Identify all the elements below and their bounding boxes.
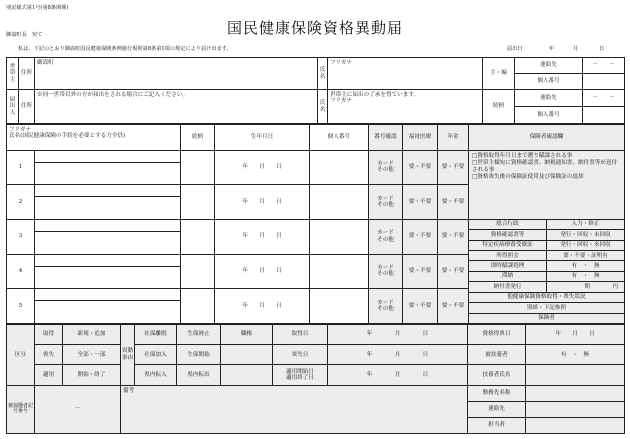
division-acquire[interactable]: 取得 [35, 325, 63, 345]
division-apply[interactable]: 適用 [35, 365, 63, 385]
members-name-header: 氏名(国民健康保険の手続を必要とする方全員) [9, 133, 126, 140]
reporter-name-field[interactable] [328, 90, 483, 124]
date-day: 日 [599, 46, 605, 52]
address-field[interactable] [35, 58, 318, 90]
member-name-field[interactable] [35, 162, 181, 184]
relation-header: 続柄 [181, 125, 215, 151]
reporter-name-note: 世帯主に届出の了承を得ています。 [330, 92, 420, 98]
pension-header: 年金 [438, 125, 469, 151]
reason-option[interactable]: 職権 [221, 325, 273, 345]
member-furigana-field[interactable] [35, 219, 181, 231]
idcheck-header: 番号確認 [369, 125, 403, 151]
member-furigana-field[interactable] [35, 150, 181, 162]
birth-ymd: 年 月 日 [242, 268, 282, 275]
idcheck-other: その他 [377, 271, 394, 278]
date-field[interactable]: 年 月 日 [328, 365, 468, 385]
mynumber-field[interactable] [583, 74, 625, 90]
welfare-header: 福祉医療 [403, 125, 438, 151]
date-field[interactable]: 年 月 日 [328, 325, 468, 345]
intro-text: 私は、下記のとおり御嵩町国民健康保険条例施行規則第8条第1項の規定により届け出ます。 [18, 46, 232, 52]
idcheck-cell[interactable] [369, 185, 403, 220]
checklist-line-value[interactable]: 入力・修正 [547, 220, 625, 230]
employer-field[interactable] [526, 385, 625, 401]
birth-ymd: 年 月 日 [242, 233, 282, 240]
row-number: 1 [7, 150, 35, 185]
row-number: 3 [7, 219, 35, 254]
insurer-label: 保険者 [469, 313, 624, 323]
members-furigana-label: フリガナ [9, 127, 32, 133]
mynumber-header: 個人番号 [310, 125, 369, 151]
side-field[interactable]: 年 月 日 [526, 325, 625, 345]
employer-contact-field[interactable] [526, 401, 625, 417]
member-furigana-field[interactable] [35, 254, 181, 266]
reporter-contact-value: － － [592, 94, 615, 101]
reason-option[interactable] [221, 365, 273, 385]
member-name-field[interactable] [35, 197, 181, 219]
idcheck-card: カード [377, 160, 394, 167]
insured-no-field[interactable]: － [35, 385, 121, 433]
row-number: 2 [7, 185, 35, 220]
checklist-line-label: 所得照会 [469, 251, 547, 261]
division-label: 区分 [7, 325, 35, 386]
member-birth-field[interactable] [215, 289, 310, 324]
date-month: 月 [573, 46, 579, 52]
reporter-name-label: 氏名 [318, 90, 328, 124]
checklist-line-value[interactable]: 要・不要・証明有 [547, 251, 625, 261]
reason-label: 異動事由 [121, 325, 135, 386]
remarks-label: 備考 [123, 387, 135, 394]
checklist-grid [469, 219, 625, 323]
date-field[interactable]: 年 月 日 [328, 345, 468, 365]
other-insurance-value[interactable]: 別紙・下記参照 [469, 303, 624, 313]
division-lose[interactable]: 喪失 [35, 345, 63, 365]
birth-ymd: 年 月 日 [242, 198, 282, 205]
reporter-mynumber-label: 個人番号 [515, 107, 583, 124]
idcheck-card: カード [377, 195, 394, 202]
idcheck-cell[interactable] [369, 150, 403, 185]
checklist-item-1: □資格取得年月日まで遡り賦課される事 [472, 152, 573, 159]
member-birth-field[interactable] [215, 254, 310, 289]
member-birth-field[interactable] [215, 219, 310, 254]
birth-ymd: 年 月 日 [242, 164, 282, 171]
householder-name-field[interactable] [328, 58, 483, 90]
addressee: 御嵩町長 宛て [6, 32, 43, 38]
name-header [7, 125, 181, 151]
member-relation-field[interactable] [181, 289, 215, 324]
name-label: 氏名 [318, 58, 328, 90]
side-field[interactable] [526, 365, 625, 385]
employer-label: 勤務先名称 [468, 385, 526, 401]
reason-option[interactable]: 社保離脱 [135, 325, 177, 345]
member-relation-field[interactable] [181, 254, 215, 289]
idcheck-other: その他 [377, 202, 394, 208]
header-table [6, 57, 625, 124]
other-insurance-label: 他健康保険資格取得・喪失状況 [469, 292, 624, 302]
idcheck-other: その他 [377, 306, 394, 313]
date-type-label: 適用開始日 適用終了日 [273, 365, 328, 385]
member-name-field[interactable] [35, 232, 181, 254]
furigana-label: フリガナ [330, 60, 353, 66]
idcheck-card: カード [377, 299, 394, 306]
checklist-item-3: □資格喪失後の保険証使用及び保険証の返却 [472, 174, 584, 181]
member-mynumber-field[interactable] [310, 289, 369, 324]
reason-option[interactable]: 県内転出 [177, 365, 221, 385]
pension-cell[interactable]: 要・不要 [438, 219, 469, 254]
mynumber-label: 個人番号 [515, 74, 583, 90]
checklist-item-2: □世帯主様宛に資格確認書、納税通知書、納付書等が送付される事 [472, 159, 618, 174]
member-mynumber-field[interactable] [310, 219, 369, 254]
idcheck-cell[interactable] [369, 254, 403, 289]
checklist-notes [469, 150, 625, 219]
date-year: 年 [549, 46, 555, 52]
address-value: 御嵩町 [37, 60, 54, 66]
insured-no-label: 被保険者記号番号 [7, 385, 35, 433]
reason-option[interactable]: 生保開始 [177, 345, 221, 365]
birth-ymd: 年 月 日 [242, 302, 282, 309]
side-field[interactable]: 有 ・ 無 [526, 345, 625, 365]
reason-option[interactable]: 社保加入 [135, 345, 177, 365]
form-number: 別記様式第1号(第8条関係) [6, 5, 69, 11]
reason-option[interactable]: 県内転入 [135, 365, 177, 385]
member-furigana-field[interactable] [35, 185, 181, 197]
side-label: 資格得喪日 [468, 325, 526, 345]
welfare-cell[interactable]: 要・不要 [403, 289, 438, 324]
reporter-furigana-label: フリガナ [330, 98, 353, 105]
row-number: 5 [7, 289, 35, 324]
checklist-line-label: 即時賦課処理 [469, 261, 547, 271]
pension-cell[interactable]: 要・不要 [438, 150, 469, 185]
date-type-label: 取得日 [273, 325, 328, 345]
person-field[interactable] [526, 417, 625, 433]
reporter-contact-field[interactable] [583, 90, 625, 107]
division-option[interactable]: 開始・終了 [63, 365, 121, 385]
division-option[interactable]: 全部・一部 [63, 345, 121, 365]
checklist-line-value[interactable]: 発行・回収・未回収 [547, 230, 625, 240]
checklist-line-label: 総合行政 [469, 220, 547, 230]
division-table [6, 324, 625, 434]
reporter-mynumber-field[interactable] [583, 107, 625, 124]
reporter-note: ※同一世帯以外の方が届出をされる場合にご記入ください。 [37, 92, 189, 98]
checklist-line-value[interactable]: 発行・回収・未回収 [547, 240, 625, 250]
date-label: 届出日 [507, 46, 523, 52]
remarks-field[interactable] [121, 385, 468, 433]
member-birth-field[interactable] [215, 185, 310, 220]
idcheck-other: その他 [377, 236, 394, 243]
idcheck-cell[interactable] [369, 219, 403, 254]
pension-cell[interactable]: 要・不要 [438, 289, 469, 324]
member-name-field[interactable] [35, 266, 181, 288]
householder-mark: 主・編 [483, 58, 515, 90]
idcheck-card: カード [377, 264, 394, 271]
row-number: 4 [7, 254, 35, 289]
idcheck-cell[interactable] [369, 289, 403, 324]
reason-option[interactable]: 生保廃止 [177, 325, 221, 345]
member-mynumber-field[interactable] [310, 185, 369, 220]
contact-value: － － [592, 62, 615, 69]
welfare-cell[interactable]: 要・不要 [403, 254, 438, 289]
date-type-label: 喪失日 [273, 345, 328, 365]
member-furigana-field[interactable] [35, 289, 181, 301]
employer-contact-label: 連絡先 [468, 401, 526, 417]
contact-label: 連絡先 [515, 58, 583, 74]
checklist-line-label: 滞納 [469, 271, 547, 281]
member-mynumber-field[interactable] [310, 150, 369, 185]
member-relation-field[interactable] [181, 219, 215, 254]
checklist-line-value[interactable]: 有 ・ 無 [547, 261, 625, 271]
page-title: 国民健康保険資格異動届 [226, 19, 403, 37]
checklist-line-label: 特定疾病療養受療証 [469, 240, 547, 250]
idcheck-card: カード [377, 230, 394, 237]
pension-cell[interactable]: 要・不要 [438, 254, 469, 289]
contact-field[interactable] [583, 58, 625, 74]
division-option[interactable]: 新規・追加 [63, 325, 121, 345]
address-label: 住所 [19, 58, 35, 90]
members-table [6, 124, 625, 324]
pension-cell[interactable]: 要・不要 [438, 185, 469, 220]
relation-label: 続柄 [483, 90, 515, 124]
member-birth-field[interactable] [215, 150, 310, 185]
birth-header: 生年月日 [215, 125, 310, 151]
idcheck-other: その他 [377, 167, 394, 174]
reason-option[interactable] [221, 345, 273, 365]
member-mynumber-field[interactable] [310, 254, 369, 289]
member-relation-field[interactable] [181, 150, 215, 185]
member-relation-field[interactable] [181, 185, 215, 220]
side-label: 扶養者氏名 [468, 365, 526, 385]
checklist-line-label: 納付書発行 [469, 282, 547, 292]
checklist-line-label: 資格確認書等 [469, 230, 547, 240]
reporter-address-label: 住所 [19, 90, 35, 124]
side-label: 被扶養者 [468, 345, 526, 365]
reporter-contact-label: 連絡先 [515, 90, 583, 107]
member-name-field[interactable] [35, 301, 181, 324]
checklist-header: 保険者確認欄 [469, 125, 625, 151]
reporter-label: 届出人 [7, 90, 19, 124]
person-label: 担当者 [468, 417, 526, 433]
welfare-cell[interactable]: 要・不要 [403, 150, 438, 185]
checklist-line-value[interactable]: 有 ・ 無 [547, 271, 625, 281]
welfare-cell[interactable]: 要・不要 [403, 185, 438, 220]
checklist-line-value[interactable]: 期 円 [547, 282, 625, 292]
welfare-cell[interactable]: 要・不要 [403, 219, 438, 254]
reporter-address-field[interactable] [35, 90, 318, 124]
householder-label: 世帯主 [7, 58, 19, 90]
